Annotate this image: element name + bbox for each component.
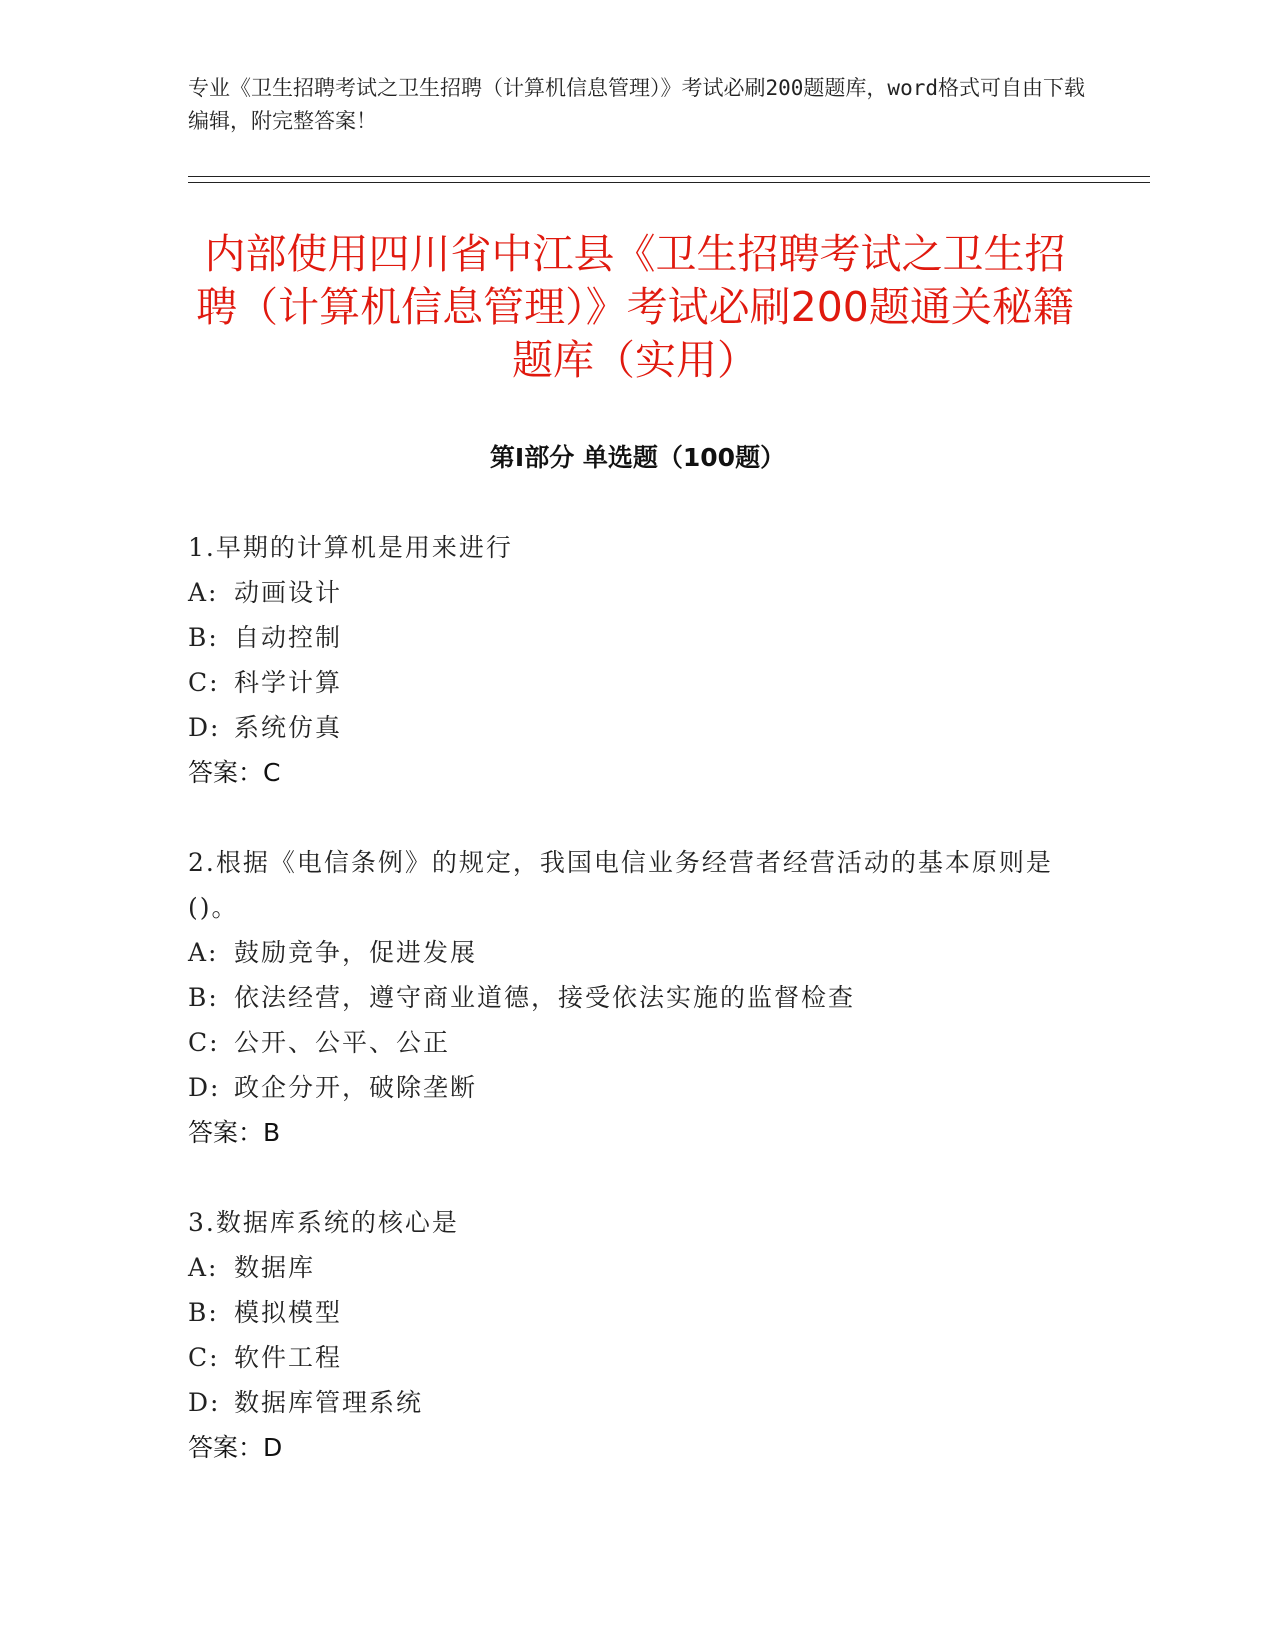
option-letter: B: — [188, 983, 219, 1012]
option-letter: A: — [188, 1253, 219, 1282]
question-3 — [188, 1200, 1068, 1470]
question-list — [188, 525, 1068, 1515]
option-letter: A: — [188, 938, 219, 967]
header-divider-top — [188, 176, 1150, 177]
option-letter: C: — [188, 668, 220, 697]
question-stem: 3.数据库系统的核心是 — [188, 1208, 459, 1237]
option-d — [188, 1380, 1068, 1425]
option-letter: A: — [188, 578, 219, 607]
option-text: 模拟模型 — [234, 1298, 343, 1327]
option-text: 政企分开，破除垄断 — [234, 1073, 478, 1102]
section-title: 第Ⅰ部分 单选题（100题） — [489, 443, 786, 472]
option-letter: D: — [188, 1073, 221, 1102]
option-d — [188, 1065, 1068, 1110]
option-letter: B: — [188, 1298, 219, 1327]
option-text: 依法经营，遵守商业道德，接受依法实施的监督检查 — [234, 983, 856, 1012]
option-a — [188, 570, 1068, 615]
answer-line: 答案：B — [188, 1118, 281, 1147]
option-text: 数据库 — [234, 1253, 316, 1282]
option-c — [188, 660, 1068, 705]
option-text: 自动控制 — [234, 623, 343, 652]
option-b — [188, 975, 1068, 1020]
question-2 — [188, 840, 1068, 1155]
option-text: 数据库管理系统 — [234, 1388, 424, 1417]
option-letter: B: — [188, 623, 219, 652]
option-c — [188, 1020, 1068, 1065]
option-letter: D: — [188, 1388, 221, 1417]
header-note: 专业《卫生招聘考试之卫生招聘（计算机信息管理）》考试必刷200题题库，word格式可自由下载编辑，附完整答案！ — [188, 76, 1085, 133]
option-text: 科学计算 — [234, 668, 343, 697]
option-letter: D: — [188, 713, 221, 742]
option-text: 鼓励竞争，促进发展 — [234, 938, 478, 967]
option-b — [188, 615, 1068, 660]
answer-line: 答案：D — [188, 1433, 283, 1462]
question-stem: 2.根据《电信条例》的规定，我国电信业务经营者经营活动的基本原则是()。 — [188, 848, 1053, 922]
option-text: 软件工程 — [234, 1343, 343, 1372]
header-divider-bottom — [188, 182, 1150, 183]
answer-line: 答案：C — [188, 758, 281, 787]
question-1 — [188, 525, 1068, 795]
option-a — [188, 1245, 1068, 1290]
option-d — [188, 705, 1068, 750]
option-b — [188, 1290, 1068, 1335]
option-letter: C: — [188, 1028, 220, 1057]
document-title: 内部使用四川省中江县《卫生招聘考试之卫生招聘（计算机信息管理）》考试必刷200题通关秘籍题库（实用） — [196, 230, 1074, 384]
option-text: 动画设计 — [234, 578, 343, 607]
option-letter: C: — [188, 1343, 220, 1372]
option-a — [188, 930, 1068, 975]
option-text: 公开、公平、公正 — [234, 1028, 451, 1057]
option-c — [188, 1335, 1068, 1380]
question-stem: 1.早期的计算机是用来进行 — [188, 533, 513, 562]
option-text: 系统仿真 — [234, 713, 343, 742]
